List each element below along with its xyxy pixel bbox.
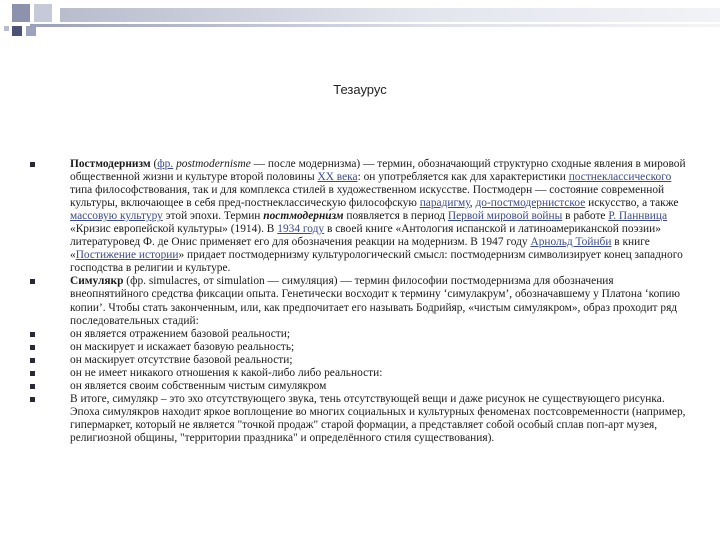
term-heading: Постмодернизм bbox=[70, 158, 151, 170]
text-segment: в работе bbox=[562, 210, 609, 223]
deco-square bbox=[12, 26, 22, 36]
glossary-list bbox=[28, 158, 692, 445]
term-link[interactable]: фр. bbox=[157, 158, 174, 170]
text-segment: » придает постмодернизму культурологический смысл: постмодернизм символизирует конец западного господства в религии и культуре. bbox=[70, 249, 683, 275]
bullet-icon bbox=[30, 162, 35, 167]
slide-decoration bbox=[0, 0, 720, 44]
deco-square bbox=[26, 26, 36, 36]
term-link[interactable]: до-постмодернистское bbox=[475, 197, 586, 210]
text-segment: — после модернизма) — термин, обозначающий структурно сходные явления в мировой общественной жизни и культуре второй половины bbox=[70, 158, 686, 184]
glossary-item bbox=[28, 158, 692, 275]
term-link[interactable]: парадигму bbox=[419, 197, 470, 210]
item-text bbox=[70, 328, 290, 340]
bullet-icon bbox=[30, 332, 35, 337]
text-segment: типа философствования, так и для комплекса стилей в художественном искусстве. Постмодерн — состояние современной культуры, включающее в себя пред-постнеклассическую философскую bbox=[70, 184, 665, 210]
text-segment: появляется в период bbox=[343, 210, 448, 223]
glossary-item bbox=[28, 393, 692, 445]
item-text bbox=[70, 354, 292, 366]
slide-title: Тезаурус bbox=[333, 82, 387, 97]
bullet-icon bbox=[30, 371, 35, 376]
glossary-item bbox=[28, 367, 692, 380]
item-text bbox=[70, 393, 686, 444]
item-text bbox=[70, 367, 382, 379]
bullet-icon bbox=[30, 345, 35, 350]
glossary-item bbox=[28, 380, 692, 393]
item-text bbox=[70, 380, 326, 392]
term-heading: постмодерни́зм bbox=[263, 210, 344, 223]
text-segment: он не имеет никакого отношения к какой-либо либо реальности: bbox=[70, 366, 383, 379]
item-text bbox=[70, 158, 686, 274]
term-link[interactable]: Постижение истории bbox=[75, 249, 179, 262]
text-segment: ( bbox=[150, 158, 158, 170]
term-link[interactable]: Р. Паннвица bbox=[608, 210, 668, 223]
term-link[interactable]: массовую культуру bbox=[70, 210, 163, 223]
bullet-icon bbox=[30, 384, 35, 389]
term-link[interactable]: постнеклассического bbox=[568, 171, 672, 184]
item-text bbox=[70, 341, 294, 353]
glossary-item bbox=[28, 341, 692, 354]
deco-square bbox=[12, 4, 30, 22]
bullet-icon bbox=[30, 397, 35, 402]
text-segment: , bbox=[469, 197, 476, 210]
glossary-item bbox=[28, 328, 692, 341]
deco-square bbox=[4, 26, 9, 31]
text-segment: postmodernisme bbox=[176, 158, 251, 170]
text-segment: в своей книге «Антология испанской и латиноамериканской поэзии» литературовед Ф. де Онис применяет его для обозначения реакции на модернизм. В 1947 году bbox=[70, 223, 661, 249]
text-segment: этой эпохи. Термин bbox=[162, 210, 264, 223]
header-gradient-band bbox=[60, 8, 720, 22]
bullet-icon bbox=[30, 279, 35, 284]
header-gradient-line bbox=[30, 24, 720, 27]
term-link[interactable]: Арнольд Тойнби bbox=[530, 236, 612, 249]
text-segment: он является своим собственным чистым симулякром bbox=[70, 379, 327, 392]
text-segment: он является отражением базовой реальности; bbox=[70, 327, 291, 340]
text-segment: в книге « bbox=[70, 236, 650, 262]
text-segment: : он употребляется как для характеристики bbox=[357, 171, 569, 184]
item-text bbox=[70, 275, 680, 326]
glossary-item bbox=[28, 275, 692, 327]
text-segment: искусство, а также bbox=[585, 197, 679, 210]
text-segment: (фр. simulacres, от simulation — симуляция) — термин философии постмодернизма для обозначения внеопнятийного средства фиксации опыта. Генетически восходит к термину ‘симулакрум’, обозначавшему у Платона ‘копию копии’. Чтобы стать законченным, или, как предпочитает его называть Бодрийяр, «чистым симулякром», образ проходит ряд последовательных стадий: bbox=[70, 275, 681, 327]
text-segment: В итоге, симулякр – это эхо отсутствующего звука, тень отсутствующей вещи и даже рисунок не существующего рисунка. Эпоха симулякров находит яркое воплощение во многих социальных и культурных феноменах постсовременности (например, гипермаркет, который не является "точкой продаж" старой формации, а представляет собой особый сплав поп-арт музея, религиозной общины, "территории праздника" и определённого стиля существования). bbox=[70, 392, 686, 444]
term-link[interactable]: Первой мировой войны bbox=[447, 210, 563, 223]
glossary-item bbox=[28, 354, 692, 367]
deco-square bbox=[34, 4, 52, 22]
term-link[interactable]: XX века bbox=[317, 171, 358, 184]
text-segment: он маскирует отсутствие базовой реальности; bbox=[70, 353, 293, 366]
text-segment: «Кризис европейской культуры» (1914). В bbox=[70, 223, 278, 236]
text-segment: он маскирует и искажает базовую реальность; bbox=[70, 340, 295, 353]
term-link[interactable]: 1934 году bbox=[277, 223, 325, 236]
bullet-icon bbox=[30, 358, 35, 363]
term-heading: Симулякр bbox=[70, 275, 124, 288]
